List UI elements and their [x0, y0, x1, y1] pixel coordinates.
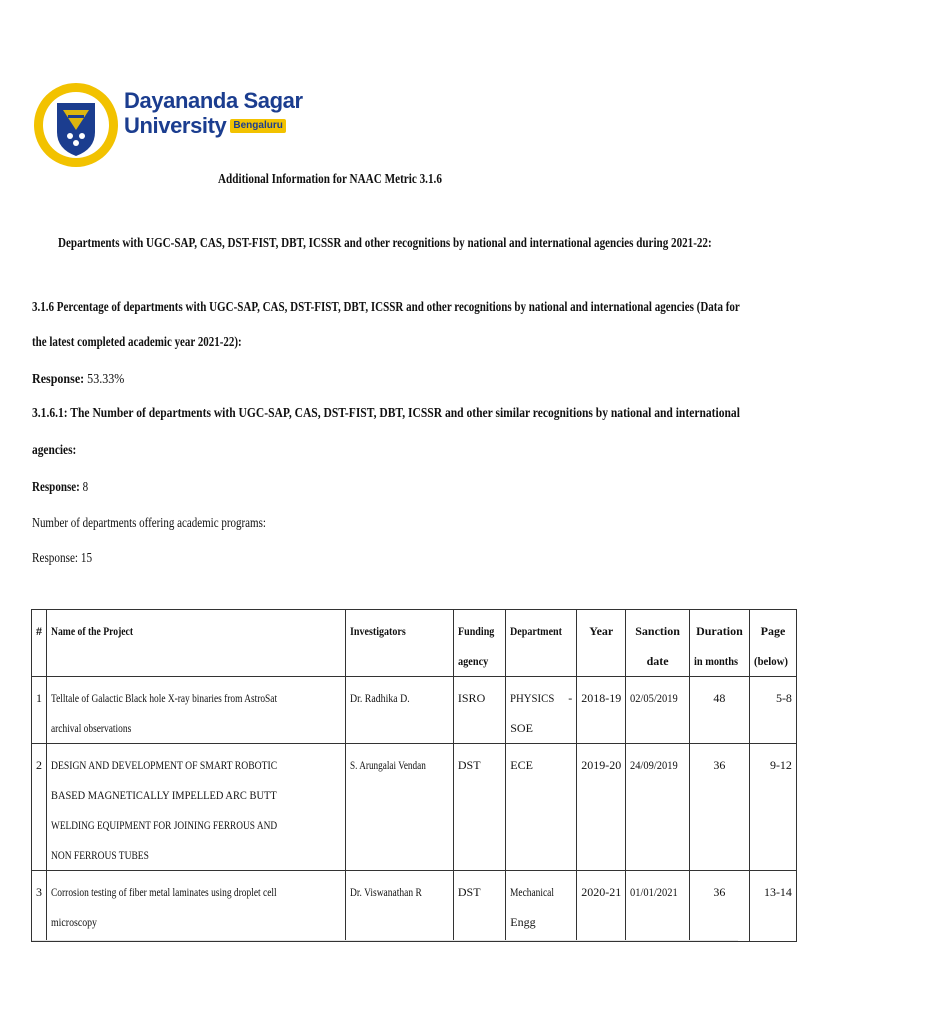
header-year: Year [577, 610, 626, 677]
departments-offering-label: Number of departments offering academic programs: [32, 516, 266, 531]
logo-wordmark [124, 88, 303, 138]
metric-3161-response [32, 480, 742, 496]
metric-3161-line1-row [32, 406, 742, 422]
row-page: 13-14 [749, 871, 796, 942]
header-page: Page (below) [749, 610, 796, 677]
header-name: Name of the Project [47, 610, 346, 677]
page-bottom-divider [32, 940, 738, 941]
row-name: Corrosion testing of fiber metal laminates using droplet cell microscopy [47, 871, 346, 942]
document-title-text: Additional Information for NAAC Metric 3.1.6 [218, 172, 442, 187]
logo-city-badge: Bengaluru [230, 119, 285, 133]
row-sanction: 02/05/2019 [626, 677, 690, 744]
departments-offering-response: Response: 15 [32, 551, 93, 566]
row-funding: DST [453, 744, 505, 871]
row-num: 2 [32, 744, 47, 871]
metric-316-response-label: Response: [32, 372, 85, 387]
row-num: 1 [32, 677, 47, 744]
metric-3161-line1: 3.1.6.1: The Number of departments with UGC-SAP, CAS, DST-FIST, DBT, ICSSR and other similar recognitions by national and international [32, 406, 740, 421]
document-title [218, 172, 499, 188]
row-funding: ISRO [453, 677, 505, 744]
row-duration: 36 [689, 871, 749, 942]
table-row [32, 871, 797, 942]
row-sanction: 24/09/2019 [626, 744, 690, 871]
header-duration: Duration in months [689, 610, 749, 677]
metric-316-response [32, 372, 742, 388]
logo-name-line2: University [124, 113, 227, 138]
departments-offering-response-row [32, 551, 742, 567]
row-year: 2019-20 [577, 744, 626, 871]
row-year: 2018-19 [577, 677, 626, 744]
header-funding: Funding agency [453, 610, 505, 677]
projects-table [31, 609, 797, 942]
row-duration: 48 [689, 677, 749, 744]
row-investigators: S. Arungalai Vendan [346, 744, 454, 871]
metric-316-line2-row [32, 335, 742, 351]
row-sanction: 01/01/2021 [626, 871, 690, 942]
row-investigators: Dr. Viswanathan R [346, 871, 454, 942]
row-duration: 36 [689, 744, 749, 871]
metric-3161-response-label: Response: [32, 480, 80, 495]
table-header-row [32, 610, 797, 677]
table-row [32, 744, 797, 871]
metric-316-line1-row [32, 300, 742, 316]
row-page: 9-12 [749, 744, 796, 871]
row-department: PHYSICS - SOE [506, 677, 577, 744]
row-department: Mechanical Engg [506, 871, 577, 942]
row-name: Telltale of Galactic Black hole X-ray binaries from AstroSat archival observations [47, 677, 346, 744]
university-seal-icon [30, 70, 122, 180]
header-department: Department [506, 610, 577, 677]
metric-316-response-value: 53.33% [87, 372, 125, 387]
row-year: 2020-21 [577, 871, 626, 942]
document-subtitle-text: Departments with UGC-SAP, CAS, DST-FIST, DBT, ICSSR and other recognitions by national and international agencies during 2021-22: [58, 236, 712, 251]
departments-offering-label-row [32, 516, 742, 532]
table-row [32, 677, 797, 744]
header-investigators: Investigators [346, 610, 454, 677]
row-name: DESIGN AND DEVELOPMENT OF SMART ROBOTIC BASED MAGNETICALLY IMPELLED ARC BUTT WELDING EQUIPMENT FOR JOINING FERROUS AND NON FERROUS TUBES [47, 744, 346, 871]
metric-3161-response-value: 8 [82, 480, 89, 495]
metric-3161-line2-row [32, 443, 742, 459]
metric-316-line2: the latest completed academic year 2021-22): [32, 335, 242, 350]
university-logo [30, 70, 303, 180]
header-sanction: Sanction date [626, 610, 690, 677]
row-page: 5-8 [749, 677, 796, 744]
metric-316-line1: 3.1.6 Percentage of departments with UGC-SAP, CAS, DST-FIST, DBT, ICSSR and other recognitions by national and international agencies (Data for [32, 300, 740, 315]
metric-3161-line2: agencies: [32, 443, 77, 458]
row-department: ECE [506, 744, 577, 871]
document-subtitle [58, 236, 884, 252]
header-num: # [32, 610, 47, 677]
row-funding: DST [453, 871, 505, 942]
row-investigators: Dr. Radhika D. [346, 677, 454, 744]
logo-name-line1: Dayananda Sagar [124, 88, 303, 113]
row-num: 3 [32, 871, 47, 942]
